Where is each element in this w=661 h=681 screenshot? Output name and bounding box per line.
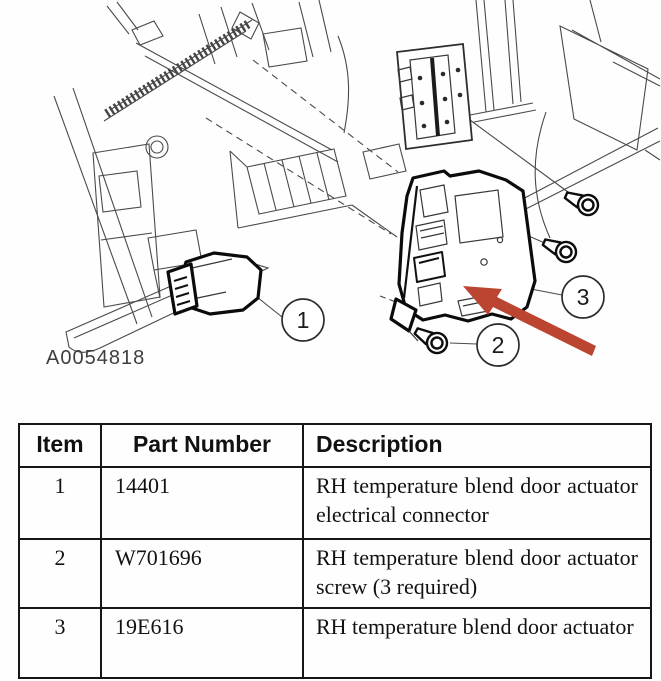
col-header-part-number: Part Number bbox=[101, 424, 303, 467]
cell-description: RH temperature blend door actuator electrical connector bbox=[303, 467, 651, 539]
col-header-description: Description bbox=[303, 424, 651, 467]
screw-drawing-1 bbox=[562, 186, 601, 218]
parts-table bbox=[18, 423, 652, 679]
table-row bbox=[19, 608, 651, 678]
cell-part-number: 14401 bbox=[101, 467, 303, 539]
mounting-bracket-drawing bbox=[397, 44, 472, 149]
table-row bbox=[19, 467, 651, 539]
cell-description: RH temperature blend door actuator bbox=[303, 608, 651, 678]
electrical-connector-drawing bbox=[168, 253, 261, 314]
col-header-item: Item bbox=[19, 424, 101, 467]
callout-3 bbox=[562, 276, 604, 318]
cell-part-number: W701696 bbox=[101, 539, 303, 608]
cell-item: 2 bbox=[19, 539, 101, 608]
table-header-row bbox=[19, 424, 651, 467]
callout-3-number: 3 bbox=[576, 284, 590, 310]
cell-item: 3 bbox=[19, 608, 101, 678]
callout-2 bbox=[477, 324, 519, 366]
cell-part-number: 19E616 bbox=[101, 608, 303, 678]
cell-item: 1 bbox=[19, 467, 101, 539]
figure-id-label: A0054818 bbox=[46, 347, 146, 369]
callout-1 bbox=[282, 299, 324, 341]
screw-drawing-2 bbox=[540, 233, 579, 265]
callout-2-number: 2 bbox=[491, 332, 505, 358]
cell-description: RH temperature blend door actuator screw (3 required) bbox=[303, 539, 651, 608]
table-row bbox=[19, 539, 651, 608]
callout-1-number: 1 bbox=[296, 307, 310, 333]
